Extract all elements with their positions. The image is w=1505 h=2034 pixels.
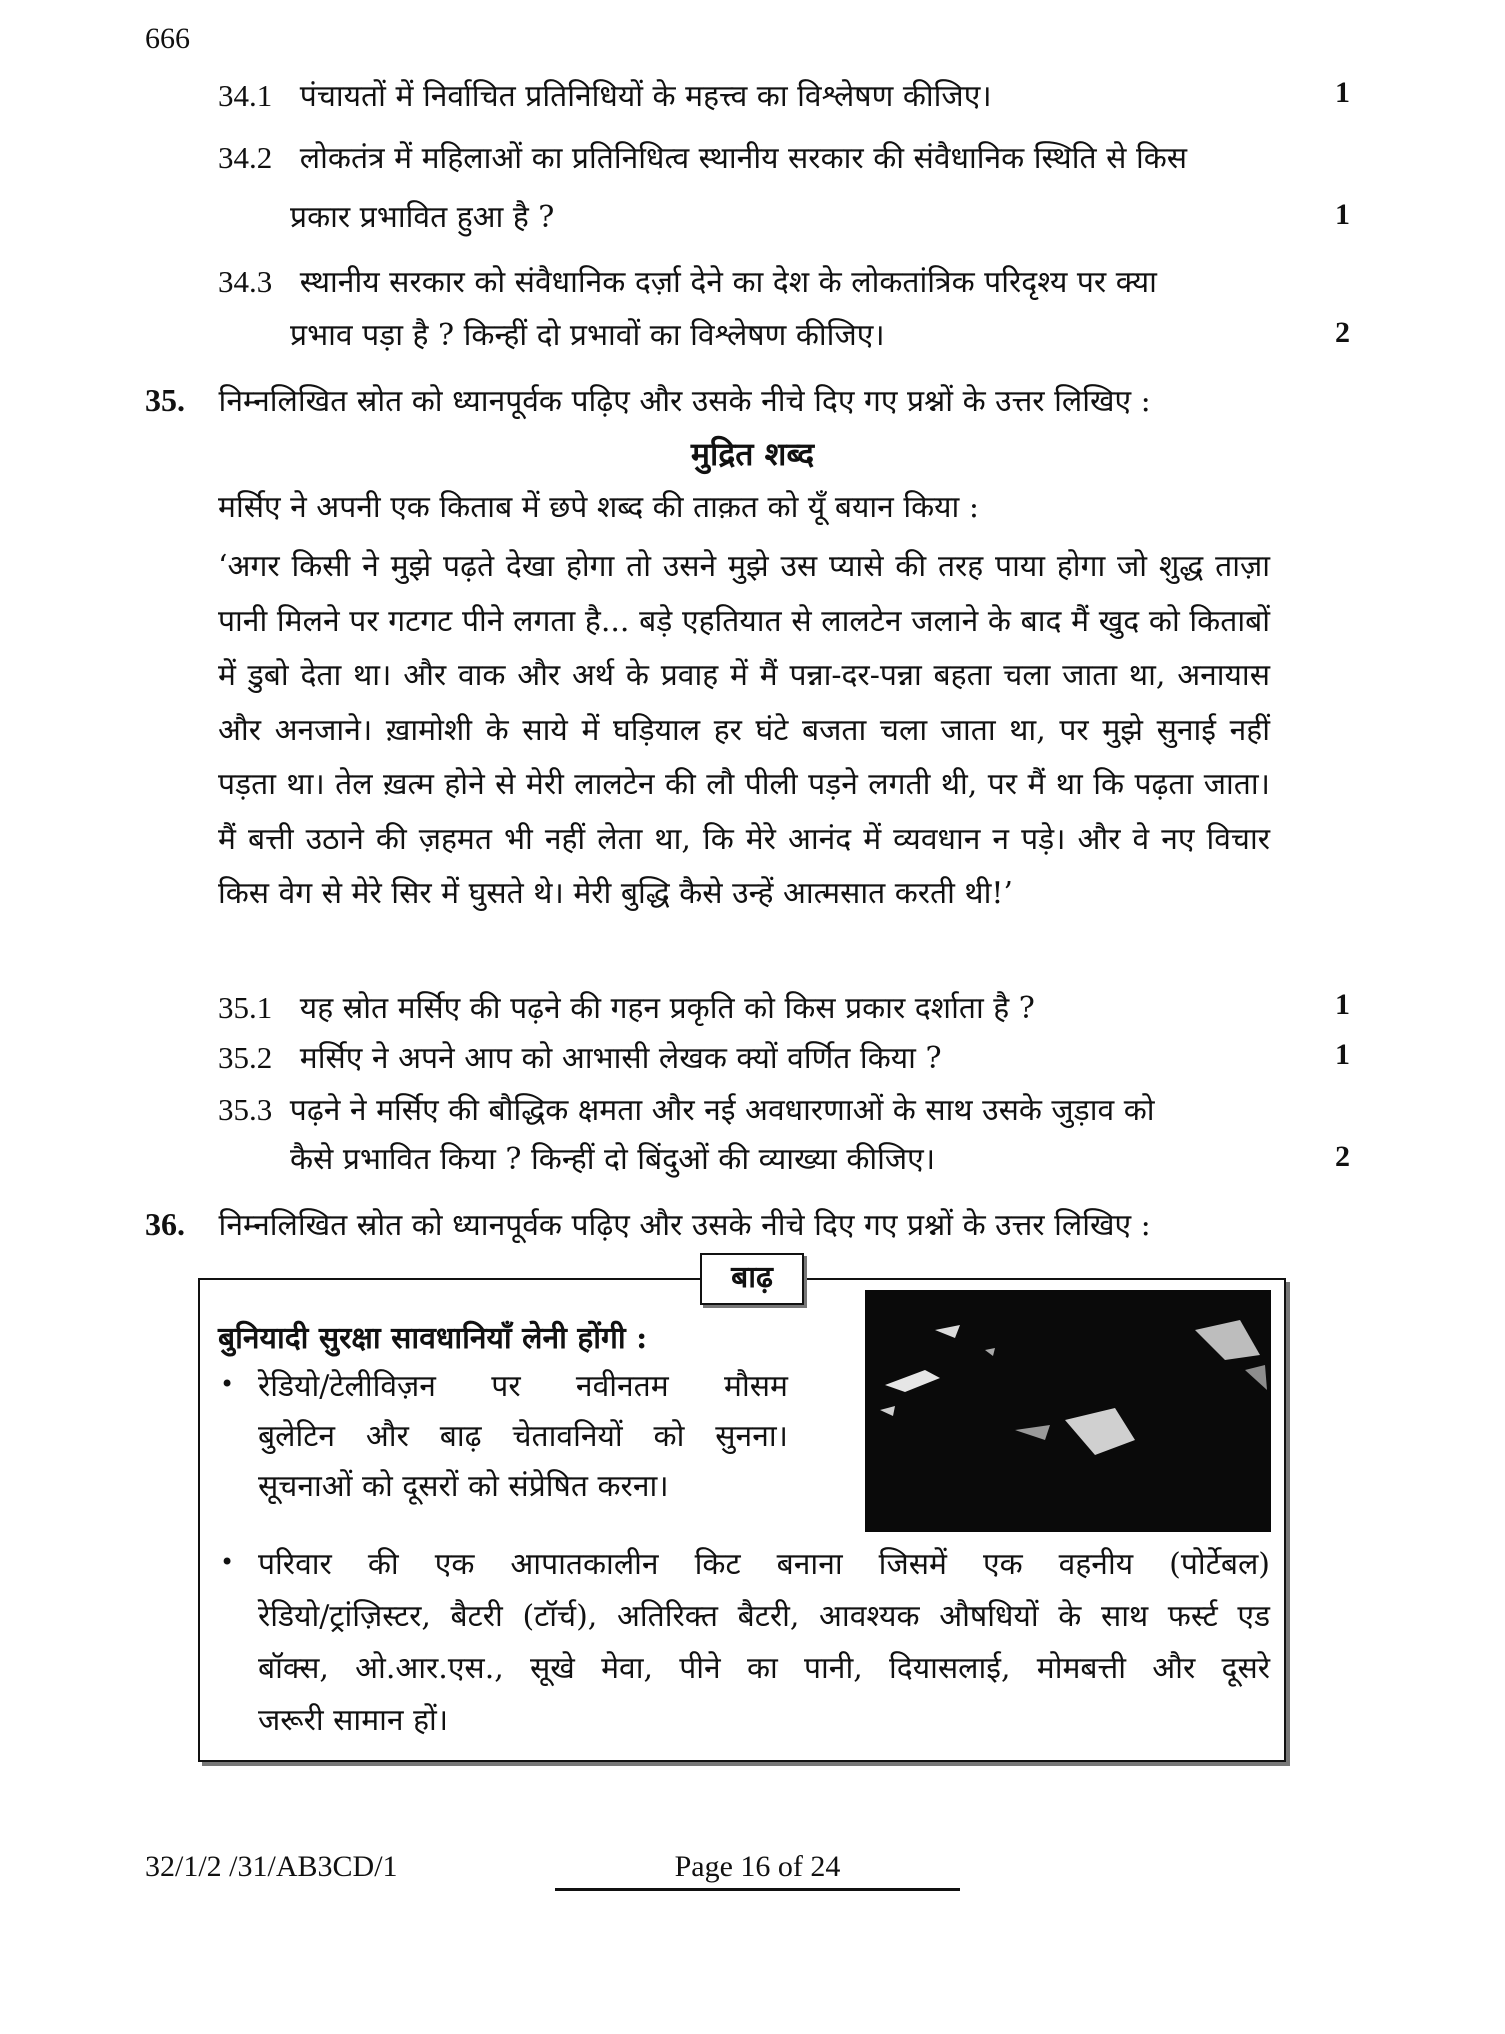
bullet-icon: • [220,1370,235,1398]
subquestion-text: स्थानीय सरकार को संवैधानिक दर्ज़ा देने का देश के लोकतांत्रिक परिदृश्य पर क्या [299,265,1157,300]
question-35-3 [218,1090,1155,1131]
marks: 1 [1335,988,1350,1021]
subquestion-number: 34.2 [218,140,273,175]
question-number: 35. [145,382,185,418]
subquestion-number: 35.1 [218,990,273,1025]
source-intro: मर्सिए ने अपनी एक किताब में छपे शब्द की ताक़त को यूँ बयान किया : [218,490,979,525]
bullet2-line4: जरूरी सामान हों। [258,1703,449,1738]
bullet2-line3: बॉक्स, ओ.आर.एस., सूखे मेवा, पीने का पानी, दियासलाई, मोमबत्ती और दूसरे [258,1651,1270,1686]
subquestion-number: 34.3 [218,264,273,299]
subquestion-number: 35.3 [218,1092,273,1127]
subquestion-number: 35.2 [218,1040,273,1075]
flood-photo-image [865,1290,1271,1532]
flood-photo [865,1290,1271,1532]
subquestion-text-continued: प्रकार प्रभावित हुआ है ? [290,200,555,235]
subquestion-text: यह स्रोत मर्सिए की पढ़ने की गहन प्रकृति को किस प्रकार दर्शाता है ? [299,991,1035,1026]
question-35-2 [218,1038,942,1079]
marks: 1 [1335,198,1350,231]
subquestion-number: 34.1 [218,78,273,113]
subquestion-text: पंचायतों में निर्वाचित प्रतिनिधियों के महत्त्व का विश्लेषण कीजिए। [299,79,992,114]
bullet-icon: • [220,1548,235,1576]
question-34-1 [218,76,992,117]
bullet1-line3: सूचनाओं को दूसरों को संप्रेषित करना। [258,1469,669,1504]
question-34-2 [218,138,1187,179]
marks: 2 [1335,1140,1350,1173]
bullet2-line2: रेडियो/ट्रांज़िस्टर, बैटरी (टॉर्च), अतिरिक्त बैटरी, आवश्यक औषधियों के साथ फर्स्ट एड [258,1599,1270,1634]
box-heading: बुनियादी सुरक्षा सावधानियाँ लेनी होंगी : [218,1321,648,1356]
question-35-1 [218,988,1035,1029]
subquestion-text: लोकतंत्र में महिलाओं का प्रतिनिधित्व स्थानीय सरकार की संवैधानिक स्थिति से किस [299,141,1188,176]
source-box-title: बाढ़ [700,1253,804,1305]
subquestion-text-continued: कैसे प्रभावित किया ? किन्हीं दो बिंदुओं की व्याख्या कीजिए। [290,1142,936,1177]
page-number: 666 [145,22,190,55]
bullet1-line2: बुलेटिन और बाढ़ चेतावनियों को सुनना। [258,1419,788,1454]
question-number: 36. [145,1206,185,1242]
page-indicator: Page 16 of 24 [555,1850,960,1891]
subquestion-text: मर्सिए ने अपने आप को आभासी लेखक क्यों वर्णित किया ? [299,1041,942,1076]
subquestion-text: पढ़ने ने मर्सिए की बौद्धिक क्षमता और नई अवधारणाओं के साथ उसके जुड़ाव को [289,1093,1155,1128]
question-instruction: निम्नलिखित स्रोत को ध्यानपूर्वक पढ़िए और उसके नीचे दिए गए प्रश्नों के उत्तर लिखिए : [218,1208,1151,1243]
marks: 1 [1335,76,1350,109]
marks: 2 [1335,316,1350,349]
question-35-header [145,380,1151,422]
subquestion-text-continued: प्रभाव पड़ा है ? किन्हीं दो प्रभावों का विश्लेषण कीजिए। [290,318,885,353]
question-instruction: निम्नलिखित स्रोत को ध्यानपूर्वक पढ़िए और उसके नीचे दिए गए प्रश्नों के उत्तर लिखिए : [218,384,1151,419]
question-34-3 [218,262,1157,303]
source-quote: ‘अगर किसी ने मुझे पढ़ते देखा होगा तो उसने मुझे उस प्यासे की तरह पाया होगा जो शुद्ध ताज़ा पानी मिलने पर गटगट पीने लगता है... बड़े एहतियात से लालटेन जलाने के बाद मैं खुद को किताबों में डुबो देता था। और वाक और अर्थ के प्रवाह में मैं पन्ना-दर-पन्ना बहता चला जाता था, अनायास और अनजाने। ख़ामोशी के साये में घड़ियाल हर घंटे बजता चला जाता था, पर मुझे सुनाई नहीं पड़ता था। तेल ख़त्म होने से मेरी लालटेन की लौ पीली पड़ने लगती थी, पर मैं था कि पढ़ता जाता। मैं बत्ती उठाने की ज़हमत भी नहीं लेता था, कि मेरे आनंद में व्यवधान न पड़े। और वे नए विचार किस वेग से मेरे सिर में घुसते थे। मेरी बुद्धि कैसे उन्हें आत्मसात करती थी!’ [218,549,1270,911]
question-36-header [145,1204,1151,1246]
bullet2-line1: परिवार की एक आपातकालीन किट बनाना जिसमें एक वहनीय (पोर्टेबल) [258,1547,1270,1582]
paper-code: 32/1/2 /31/AB3CD/1 [145,1850,398,1883]
marks: 1 [1335,1038,1350,1071]
bullet1-line1: रेडियो/टेलीविज़न पर नवीनतम मौसम [258,1369,788,1404]
source-heading: मुद्रित शब्द [690,435,815,473]
